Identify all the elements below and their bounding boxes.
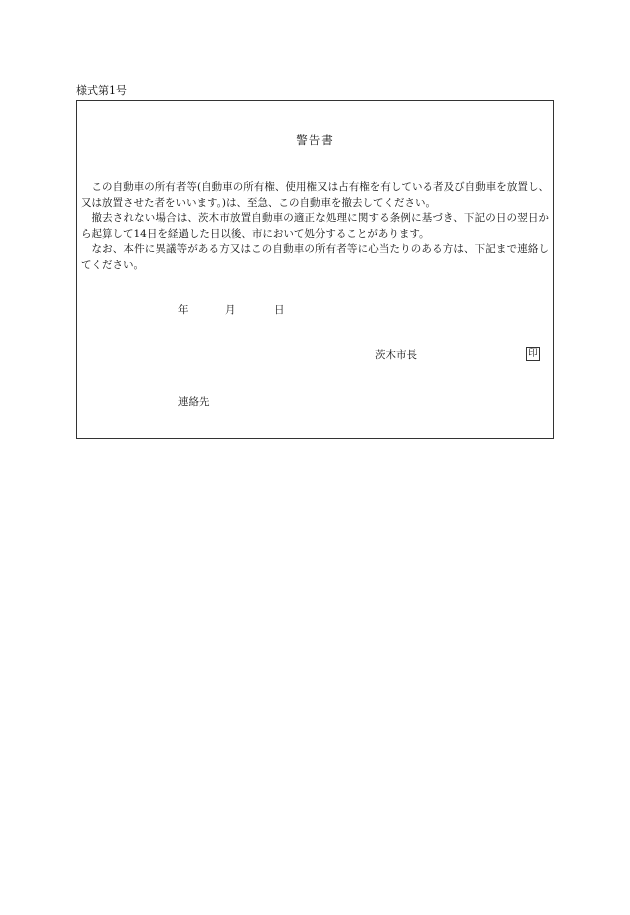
date-year-label: 年 — [178, 304, 189, 316]
paragraph-owner-instruction: この自動車の所有者等(自動車の所有権、使用権又は占有権を有している者及び自動車を放置し、又は放置させた者をいいます。)は、至急、この自動車を撤去してください。 — [81, 181, 549, 209]
notice-frame — [76, 100, 554, 439]
paragraph-contact-request: なお、本件に異議等がある方又はこの自動車の所有者等に心当たりのある方は、下記まで連絡してください。 — [81, 243, 549, 271]
contact-label: 連絡先 — [178, 396, 210, 408]
notice-title: 警告書 — [296, 133, 334, 147]
date-month-label: 月 — [225, 304, 236, 316]
paragraph-disposal-warning: 撤去されない場合は、茨木市放置自動車の適正な処理に関する条例に基づき、下記の日の翌日から起算して14日を経過した日以後、市において処分することがあります。 — [81, 212, 549, 240]
notice-body — [81, 180, 549, 273]
date-day-label: 日 — [274, 304, 285, 316]
seal-mark: 印 — [526, 347, 540, 361]
form-number: 様式第1号 — [76, 84, 127, 97]
signer-title: 茨木市長 — [375, 349, 417, 361]
